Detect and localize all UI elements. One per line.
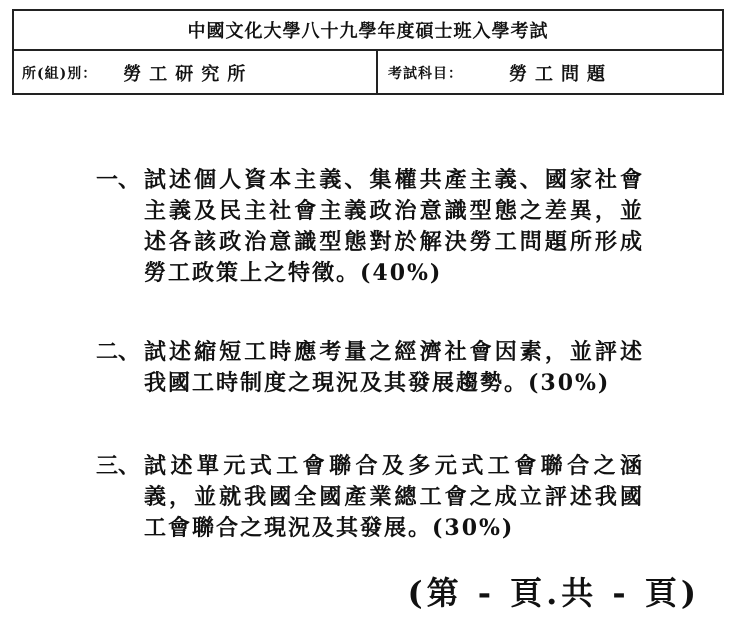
exam-title: 中國文化大學八十九學年度碩士班入學考試 xyxy=(187,21,549,42)
subject-cell xyxy=(378,51,722,95)
question-text: 試述個人資本主義、集權共產主義、國家社會主義及民主社會主義政治意識型態之差異，並述各該政治意識型態對於解決勞工問題所形成勞工政策上之特徵。(40%) xyxy=(144,167,644,286)
question-number: 二、 xyxy=(96,339,141,365)
question-number: 三、 xyxy=(96,453,141,479)
question-item xyxy=(96,165,644,289)
department-cell xyxy=(14,51,378,95)
exam-header xyxy=(12,9,724,95)
question-number: 一、 xyxy=(96,167,141,193)
question-text: 試述單元式工會聯合及多元式工會聯合之涵義，並就我國全國產業總工會之成立評述我國工會聯合之現況及其發展。(30%) xyxy=(144,453,644,541)
page-number-footer: (第 - 頁.共 - 頁) xyxy=(407,574,700,612)
subject-value: 勞工問題 xyxy=(509,64,613,85)
question-text: 試述縮短工時應考量之經濟社會因素，並評述我國工時制度之現況及其發展趨勢。(30%) xyxy=(144,339,644,396)
department-value: 勞工研究所 xyxy=(123,64,254,85)
header-info-row xyxy=(14,51,722,95)
department-label: 所(組)別： xyxy=(22,66,98,82)
subject-label: 考試科目： xyxy=(388,66,463,82)
question-item xyxy=(96,337,644,399)
header-title-row xyxy=(14,11,722,51)
question-item xyxy=(96,451,644,544)
